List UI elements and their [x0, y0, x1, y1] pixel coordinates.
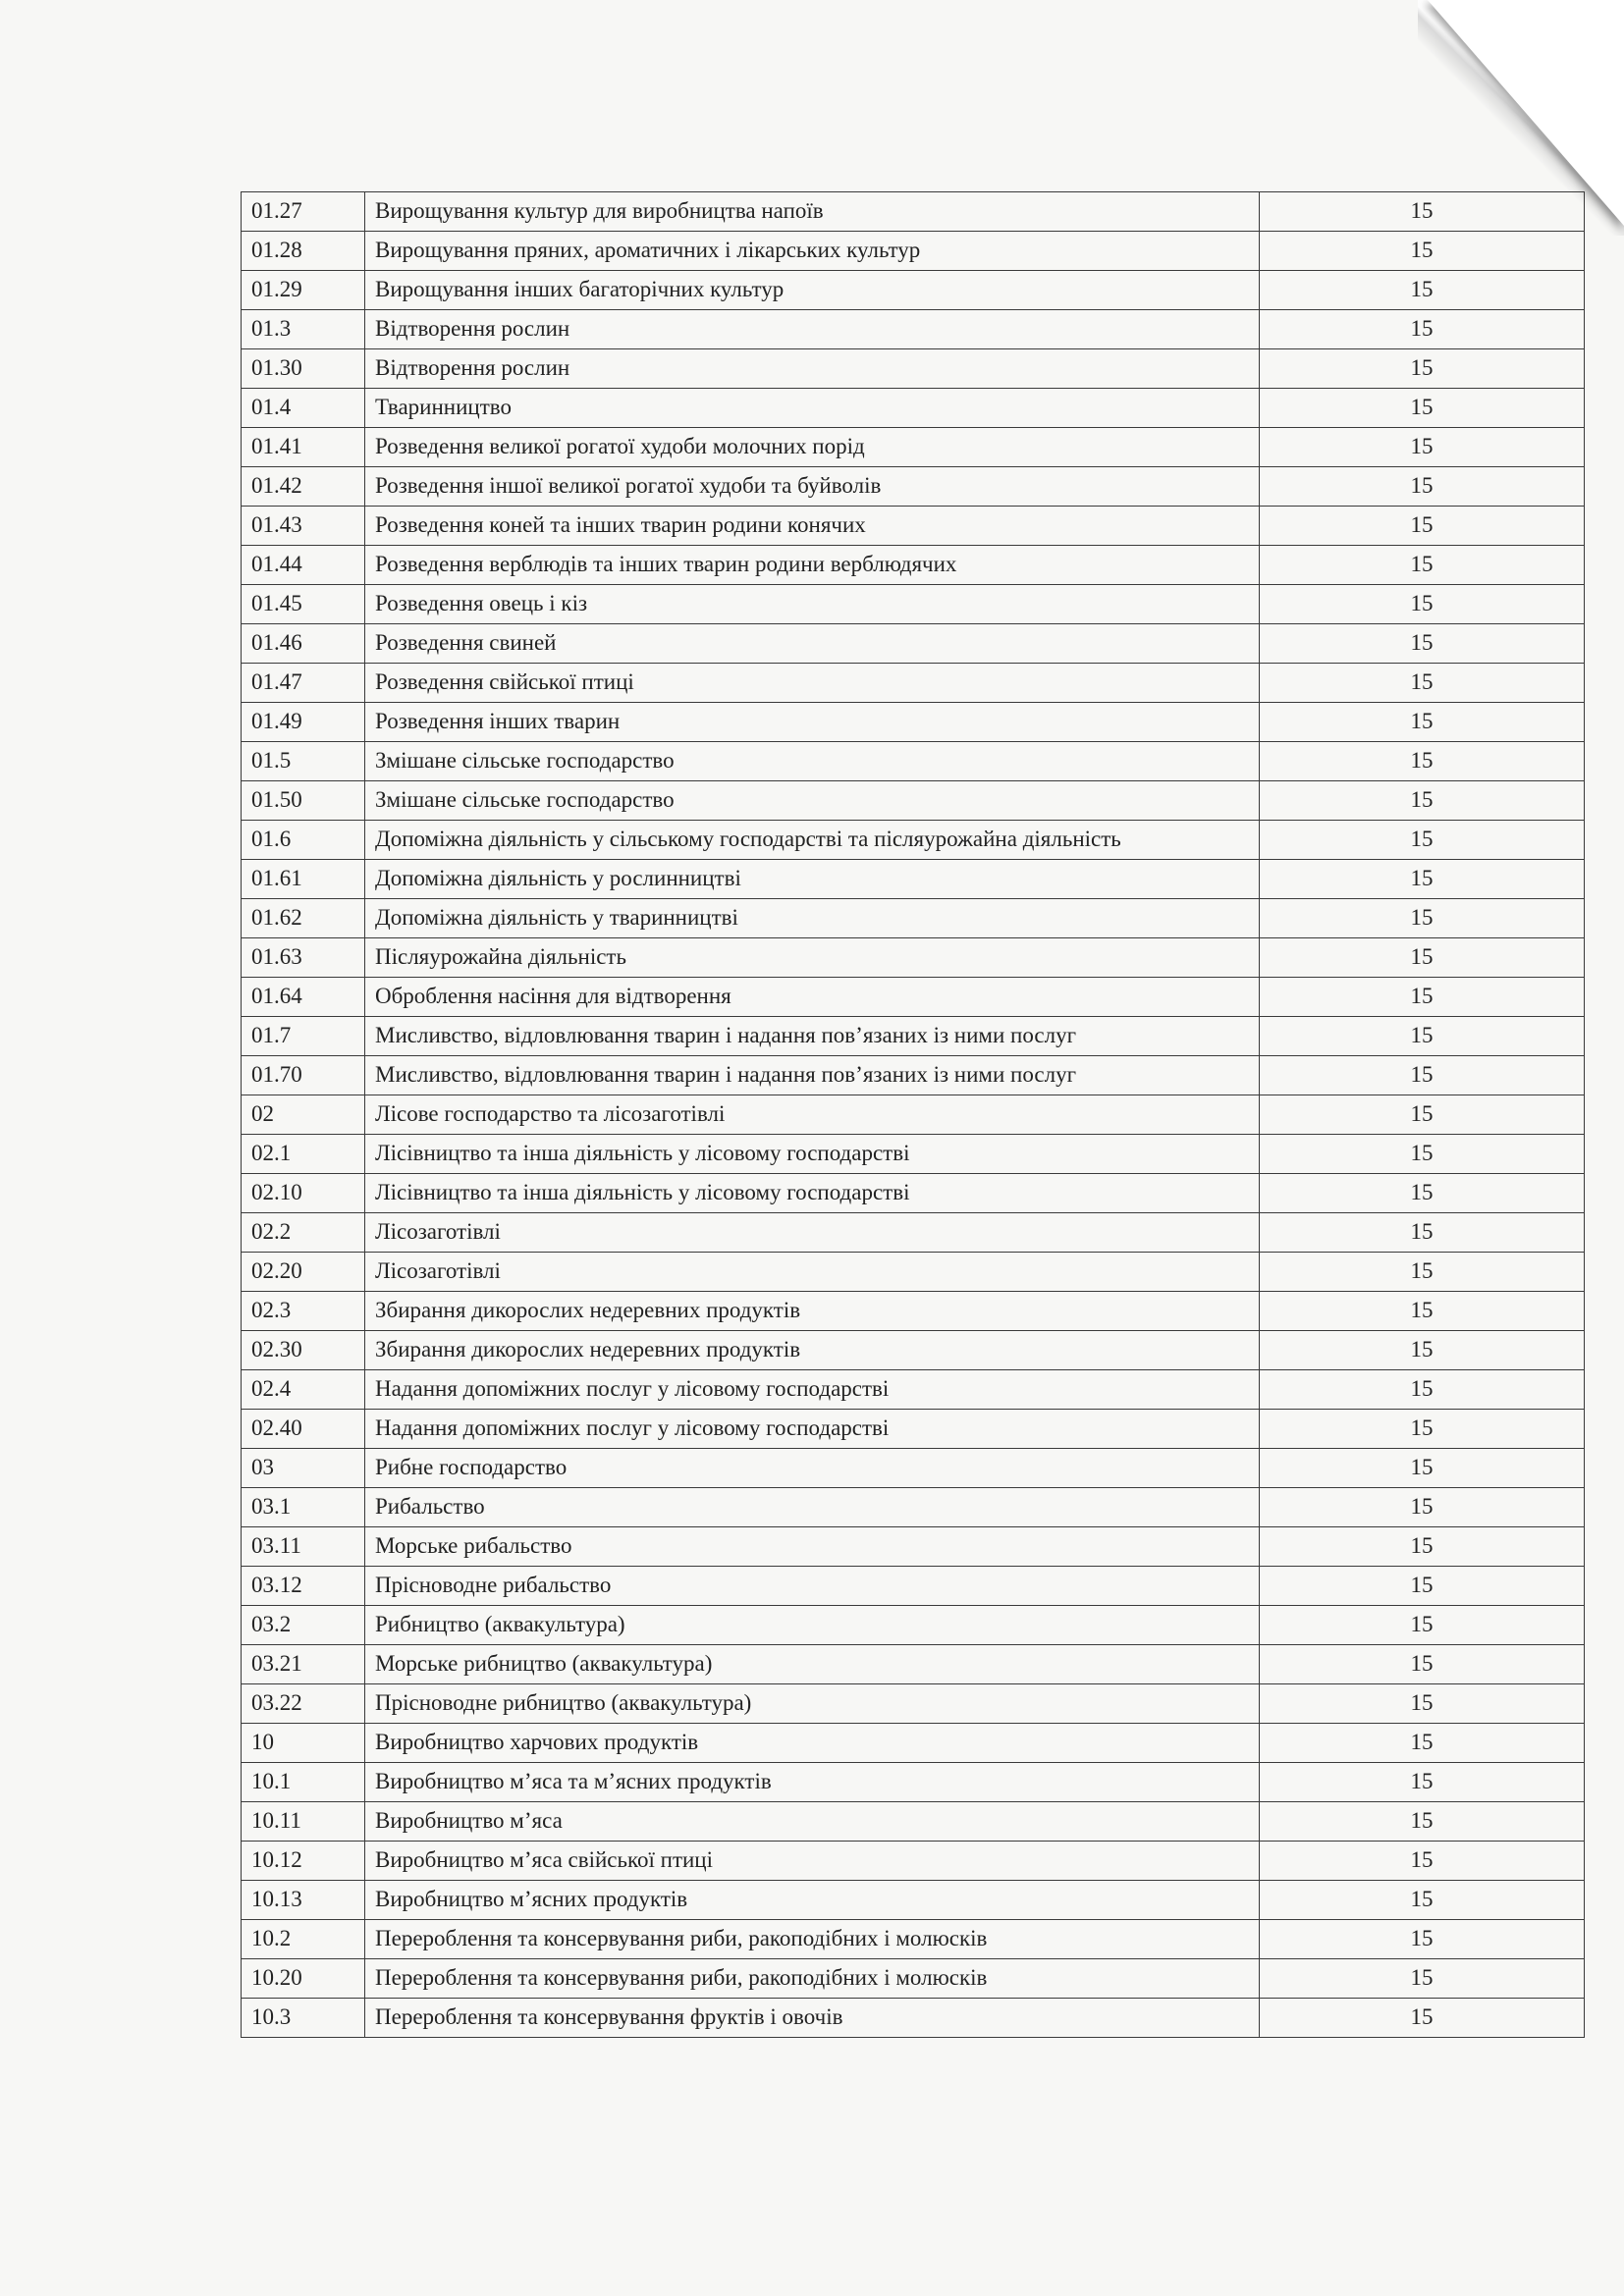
activity-codes-table-body [242, 192, 1585, 2038]
table-row [242, 271, 1585, 310]
table-row [242, 1567, 1585, 1606]
table-row [242, 1842, 1585, 1881]
activity-name-cell: Виробництво м’ясних продуктів [365, 1881, 1260, 1920]
activity-name-cell: Лісівництво та інша діяльність у лісовому господарстві [365, 1174, 1260, 1213]
table-row [242, 624, 1585, 664]
table-row [242, 978, 1585, 1017]
table-row [242, 1135, 1585, 1174]
activity-name-cell: Розведення овець і кіз [365, 585, 1260, 624]
activity-name-cell: Змішане сільське господарство [365, 781, 1260, 821]
rate-cell: 15 [1260, 821, 1585, 860]
table-row [242, 1253, 1585, 1292]
activity-name-cell: Допоміжна діяльність у рослинництві [365, 860, 1260, 899]
activity-name-cell: Лісозаготівлі [365, 1253, 1260, 1292]
table-row [242, 1292, 1585, 1331]
table-row [242, 349, 1585, 389]
activity-code-cell: 10.12 [242, 1842, 365, 1881]
activity-name-cell: Рибальство [365, 1488, 1260, 1527]
activity-code-cell: 01.6 [242, 821, 365, 860]
activity-name-cell: Розведення інших тварин [365, 703, 1260, 742]
activity-code-cell: 02.20 [242, 1253, 365, 1292]
activity-code-cell: 01.28 [242, 232, 365, 271]
activity-code-cell: 03.21 [242, 1645, 365, 1684]
rate-cell: 15 [1260, 703, 1585, 742]
activity-code-cell: 01.45 [242, 585, 365, 624]
rate-cell: 15 [1260, 389, 1585, 428]
activity-code-cell: 10.3 [242, 1999, 365, 2038]
rate-cell: 15 [1260, 467, 1585, 507]
table-row [242, 1684, 1585, 1724]
rate-cell: 15 [1260, 1567, 1585, 1606]
activity-code-cell: 03.1 [242, 1488, 365, 1527]
table-row [242, 1999, 1585, 2038]
rate-cell: 15 [1260, 1724, 1585, 1763]
activity-code-cell: 01.30 [242, 349, 365, 389]
table-row [242, 467, 1585, 507]
activity-code-cell: 01.42 [242, 467, 365, 507]
rate-cell: 15 [1260, 978, 1585, 1017]
rate-cell: 15 [1260, 1763, 1585, 1802]
table-row [242, 742, 1585, 781]
rate-cell: 15 [1260, 742, 1585, 781]
rate-cell: 15 [1260, 192, 1585, 232]
activity-name-cell: Допоміжна діяльність у тваринництві [365, 899, 1260, 938]
activity-name-cell: Рибництво (аквакультура) [365, 1606, 1260, 1645]
activity-code-cell: 01.3 [242, 310, 365, 349]
table-row [242, 428, 1585, 467]
rate-cell: 15 [1260, 1645, 1585, 1684]
activity-code-cell: 10.2 [242, 1920, 365, 1959]
activity-name-cell: Вирощування пряних, ароматичних і лікарських культур [365, 232, 1260, 271]
activity-code-cell: 01.62 [242, 899, 365, 938]
activity-code-cell: 03.12 [242, 1567, 365, 1606]
activity-name-cell: Тваринництво [365, 389, 1260, 428]
activity-name-cell: Оброблення насіння для відтворення [365, 978, 1260, 1017]
rate-cell: 15 [1260, 1095, 1585, 1135]
activity-code-cell: 01.44 [242, 546, 365, 585]
activity-code-cell: 10.1 [242, 1763, 365, 1802]
rate-cell: 15 [1260, 349, 1585, 389]
rate-cell: 15 [1260, 585, 1585, 624]
table-row [242, 938, 1585, 978]
table-row [242, 546, 1585, 585]
activity-name-cell: Перероблення та консервування риби, ракоподібних і молюсків [365, 1959, 1260, 1999]
rate-cell: 15 [1260, 1488, 1585, 1527]
activity-name-cell: Надання допоміжних послуг у лісовому господарстві [365, 1410, 1260, 1449]
rate-cell: 15 [1260, 1056, 1585, 1095]
activity-code-cell: 02 [242, 1095, 365, 1135]
activity-code-cell: 01.43 [242, 507, 365, 546]
activity-code-cell: 01.4 [242, 389, 365, 428]
activity-name-cell: Прісноводне рибальство [365, 1567, 1260, 1606]
activity-code-cell: 10 [242, 1724, 365, 1763]
rate-cell: 15 [1260, 1017, 1585, 1056]
table-row [242, 1410, 1585, 1449]
activity-code-cell: 01.61 [242, 860, 365, 899]
rate-cell: 15 [1260, 428, 1585, 467]
activity-code-cell: 02.1 [242, 1135, 365, 1174]
table-row [242, 1724, 1585, 1763]
activity-code-cell: 02.30 [242, 1331, 365, 1370]
activity-code-cell: 01.64 [242, 978, 365, 1017]
table-row [242, 899, 1585, 938]
activity-codes-table [241, 191, 1585, 2038]
rate-cell: 15 [1260, 781, 1585, 821]
rate-cell: 15 [1260, 1606, 1585, 1645]
activity-name-cell: Допоміжна діяльність у сільському господарстві та післяурожайна діяльність [365, 821, 1260, 860]
table-row [242, 781, 1585, 821]
rate-cell: 15 [1260, 1174, 1585, 1213]
activity-name-cell: Лісозаготівлі [365, 1213, 1260, 1253]
activity-name-cell: Рибне господарство [365, 1449, 1260, 1488]
activity-name-cell: Післяурожайна діяльність [365, 938, 1260, 978]
activity-name-cell: Виробництво харчових продуктів [365, 1724, 1260, 1763]
activity-name-cell: Відтворення рослин [365, 310, 1260, 349]
activity-code-cell: 01.63 [242, 938, 365, 978]
rate-cell: 15 [1260, 1802, 1585, 1842]
activity-name-cell: Перероблення та консервування риби, ракоподібних і молюсків [365, 1920, 1260, 1959]
rate-cell: 15 [1260, 271, 1585, 310]
table-row [242, 1056, 1585, 1095]
table-row [242, 310, 1585, 349]
rate-cell: 15 [1260, 1331, 1585, 1370]
activity-name-cell: Збирання дикорослих недеревних продуктів [365, 1331, 1260, 1370]
table-row [242, 1174, 1585, 1213]
table-row [242, 1017, 1585, 1056]
activity-code-cell: 03.2 [242, 1606, 365, 1645]
table-row [242, 232, 1585, 271]
activity-code-cell: 01.7 [242, 1017, 365, 1056]
activity-code-cell: 03.11 [242, 1527, 365, 1567]
rate-cell: 15 [1260, 1410, 1585, 1449]
activity-name-cell: Мисливство, відловлювання тварин і надання пов’язаних із ними послуг [365, 1017, 1260, 1056]
table-row [242, 1449, 1585, 1488]
activity-name-cell: Розведення коней та інших тварин родини конячих [365, 507, 1260, 546]
activity-name-cell: Морське рибальство [365, 1527, 1260, 1567]
activity-name-cell: Лісове господарство та лісозаготівлі [365, 1095, 1260, 1135]
table-row [242, 664, 1585, 703]
table-row [242, 703, 1585, 742]
rate-cell: 15 [1260, 310, 1585, 349]
rate-cell: 15 [1260, 232, 1585, 271]
table-row [242, 192, 1585, 232]
activity-code-cell: 01.49 [242, 703, 365, 742]
rate-cell: 15 [1260, 899, 1585, 938]
table-row [242, 1802, 1585, 1842]
rate-cell: 15 [1260, 1999, 1585, 2038]
rate-cell: 15 [1260, 1370, 1585, 1410]
table-row [242, 1095, 1585, 1135]
activity-name-cell: Виробництво м’яса [365, 1802, 1260, 1842]
rate-cell: 15 [1260, 507, 1585, 546]
activity-code-cell: 01.46 [242, 624, 365, 664]
activity-code-cell: 10.20 [242, 1959, 365, 1999]
rate-cell: 15 [1260, 1881, 1585, 1920]
activity-name-cell: Морське рибництво (аквакультура) [365, 1645, 1260, 1684]
table-row [242, 1881, 1585, 1920]
activity-name-cell: Виробництво м’яса та м’ясних продуктів [365, 1763, 1260, 1802]
rate-cell: 15 [1260, 1959, 1585, 1999]
activity-name-cell: Лісівництво та інша діяльність у лісовому господарстві [365, 1135, 1260, 1174]
table-row [242, 1920, 1585, 1959]
activity-name-cell: Розведення свійської птиці [365, 664, 1260, 703]
rate-cell: 15 [1260, 1449, 1585, 1488]
activity-name-cell: Збирання дикорослих недеревних продуктів [365, 1292, 1260, 1331]
activity-code-cell: 01.5 [242, 742, 365, 781]
rate-cell: 15 [1260, 1213, 1585, 1253]
activity-name-cell: Розведення великої рогатої худоби молочних порід [365, 428, 1260, 467]
activity-name-cell: Розведення свиней [365, 624, 1260, 664]
table-row [242, 1606, 1585, 1645]
table-row [242, 1331, 1585, 1370]
activity-code-cell: 02.3 [242, 1292, 365, 1331]
table-row [242, 1959, 1585, 1999]
activity-name-cell: Розведення верблюдів та інших тварин родини верблюдячих [365, 546, 1260, 585]
rate-cell: 15 [1260, 938, 1585, 978]
activity-code-cell: 10.11 [242, 1802, 365, 1842]
rate-cell: 15 [1260, 1253, 1585, 1292]
activity-code-cell: 01.29 [242, 271, 365, 310]
activity-codes-table-container [241, 191, 1566, 2038]
activity-code-cell: 01.50 [242, 781, 365, 821]
table-row [242, 821, 1585, 860]
activity-code-cell: 10.13 [242, 1881, 365, 1920]
table-row [242, 1763, 1585, 1802]
activity-name-cell: Надання допоміжних послуг у лісовому господарстві [365, 1370, 1260, 1410]
activity-code-cell: 01.41 [242, 428, 365, 467]
rate-cell: 15 [1260, 1527, 1585, 1567]
activity-name-cell: Мисливство, відловлювання тварин і надання пов’язаних із ними послуг [365, 1056, 1260, 1095]
table-row [242, 507, 1585, 546]
rate-cell: 15 [1260, 1684, 1585, 1724]
activity-code-cell: 02.2 [242, 1213, 365, 1253]
activity-name-cell: Вирощування культур для виробництва напоїв [365, 192, 1260, 232]
rate-cell: 15 [1260, 1135, 1585, 1174]
activity-code-cell: 01.70 [242, 1056, 365, 1095]
activity-code-cell: 02.40 [242, 1410, 365, 1449]
table-row [242, 1370, 1585, 1410]
rate-cell: 15 [1260, 624, 1585, 664]
table-row [242, 585, 1585, 624]
activity-name-cell: Перероблення та консервування фруктів і овочів [365, 1999, 1260, 2038]
activity-code-cell: 03 [242, 1449, 365, 1488]
table-row [242, 860, 1585, 899]
rate-cell: 15 [1260, 1292, 1585, 1331]
activity-code-cell: 01.47 [242, 664, 365, 703]
rate-cell: 15 [1260, 1842, 1585, 1881]
activity-code-cell: 02.10 [242, 1174, 365, 1213]
table-row [242, 389, 1585, 428]
activity-code-cell: 03.22 [242, 1684, 365, 1724]
rate-cell: 15 [1260, 546, 1585, 585]
rate-cell: 15 [1260, 1920, 1585, 1959]
table-row [242, 1527, 1585, 1567]
table-row [242, 1488, 1585, 1527]
activity-name-cell: Розведення іншої великої рогатої худоби та буйволів [365, 467, 1260, 507]
table-row [242, 1213, 1585, 1253]
activity-name-cell: Виробництво м’яса свійської птиці [365, 1842, 1260, 1881]
activity-name-cell: Відтворення рослин [365, 349, 1260, 389]
activity-name-cell: Змішане сільське господарство [365, 742, 1260, 781]
rate-cell: 15 [1260, 664, 1585, 703]
activity-code-cell: 02.4 [242, 1370, 365, 1410]
activity-code-cell: 01.27 [242, 192, 365, 232]
table-row [242, 1645, 1585, 1684]
rate-cell: 15 [1260, 860, 1585, 899]
activity-name-cell: Прісноводне рибництво (аквакультура) [365, 1684, 1260, 1724]
activity-name-cell: Вирощування інших багаторічних культур [365, 271, 1260, 310]
